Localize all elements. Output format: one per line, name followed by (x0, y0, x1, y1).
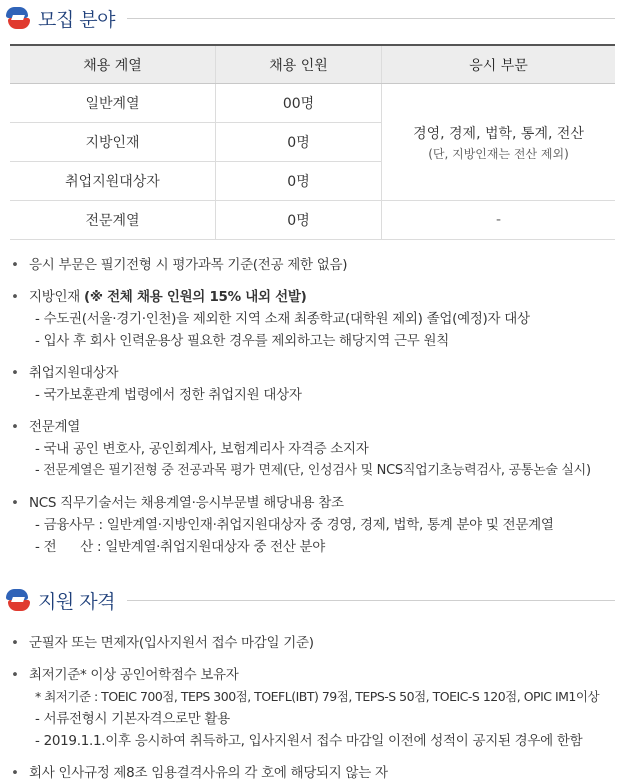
sub-item: - 입사 후 회사 인력운용상 필요한 경우를 제외하고는 해당지역 근무 원칙 (35, 333, 449, 349)
list-item (0, 286, 623, 352)
note-text: 취업지원대상자 (29, 365, 119, 381)
section-header-recruit (0, 0, 623, 36)
table-row (10, 84, 615, 123)
recruit-table (10, 44, 615, 240)
sub-item: - 전 산 : 일반계열·취업지원대상자 중 전산 분야 (35, 539, 326, 555)
note-text: 최저기준* 이상 공인어학점수 보유자 (29, 667, 239, 683)
sub-item: * 최저기준 : TOEIC 700점, TEPS 300점, TOEFL(IBT) 79점, TEPS-S 50점, TOEIC-S 120점, OPIC IM1이상 (35, 689, 600, 704)
cell-count: 0명 (216, 123, 382, 162)
cell-field: 일반계열 (10, 84, 216, 123)
cell-field: 취업지원대상자 (10, 162, 216, 201)
col-header-dept: 응시 부문 (382, 45, 616, 84)
col-header-field: 채용 계열 (10, 45, 216, 84)
company-logo-icon (6, 6, 30, 30)
list-item: • 회사 인사규정 제8조 임용결격사유의 각 호에 해당되지 않는 자 (0, 762, 623, 784)
col-header-count: 채용 인원 (216, 45, 382, 84)
note-text: 지방인재 (29, 289, 84, 305)
cell-count: 00명 (216, 84, 382, 123)
notes-list (0, 254, 623, 558)
divider (127, 600, 615, 601)
list-item: • 응시 부문은 필기전형 시 평가과목 기준(전공 제한 없음) (0, 254, 623, 276)
section-title: 모집 분야 (38, 8, 115, 31)
sub-item: - 서류전형시 기본자격으로만 활용 (35, 711, 230, 727)
list-item (0, 664, 623, 752)
note-text: NCS 직무기술서는 채용계열·응시부문별 해당내용 참조 (29, 495, 344, 511)
sub-item: - 국가보훈관계 법령에서 정한 취업지원 대상자 (35, 387, 302, 403)
table-header-row (10, 45, 615, 84)
company-logo-icon (6, 588, 30, 612)
list-item (0, 416, 623, 482)
table-row (10, 201, 615, 240)
sub-item: - 전문계열은 필기전형 중 전공과목 평가 면제(단, 인성검사 및 NCS직업기초능력검사, 공통논술 실시) (35, 463, 591, 478)
cell-dept: - (382, 201, 616, 240)
sub-item: - 금융사무 : 일반계열·지방인재·취업지원대상자 중 경영, 경제, 법학, 통계 분야 및 전문계열 (35, 517, 554, 533)
note-emphasis: (※ 전체 채용 인원의 15% 내외 선발) (83, 289, 307, 305)
note-text: 전문계열 (29, 419, 80, 435)
sub-item: - 2019.1.1.이후 응시하여 취득하고, 입사지원서 접수 마감일 이전에 성적이 공지된 경우에 한함 (35, 733, 583, 749)
dept-note: (단, 지방인재는 전산 제외) (428, 146, 569, 161)
sub-item: - 수도권(서울·경기·인천)을 제외한 지역 소재 최종학교(대학원 제외) 졸업(예정)자 대상 (35, 311, 530, 327)
sub-item: - 국내 공인 변호사, 공인회계사, 보험계리사 자격증 소지자 (35, 441, 369, 457)
cell-count: 0명 (216, 201, 382, 240)
divider (127, 18, 615, 19)
cell-dept-merged (382, 84, 616, 201)
list-item (0, 362, 623, 406)
dept-list: 경영, 경제, 법학, 통계, 전산 (413, 125, 584, 142)
list-item: • 군필자 또는 면제자(입사지원서 접수 마감일 기준) (0, 632, 623, 654)
list-item (0, 492, 623, 558)
section-header-qualify (0, 582, 623, 618)
cell-field: 전문계열 (10, 201, 216, 240)
section-title: 지원 자격 (38, 590, 115, 613)
cell-count: 0명 (216, 162, 382, 201)
qualification-list (0, 632, 623, 784)
cell-field: 지방인재 (10, 123, 216, 162)
